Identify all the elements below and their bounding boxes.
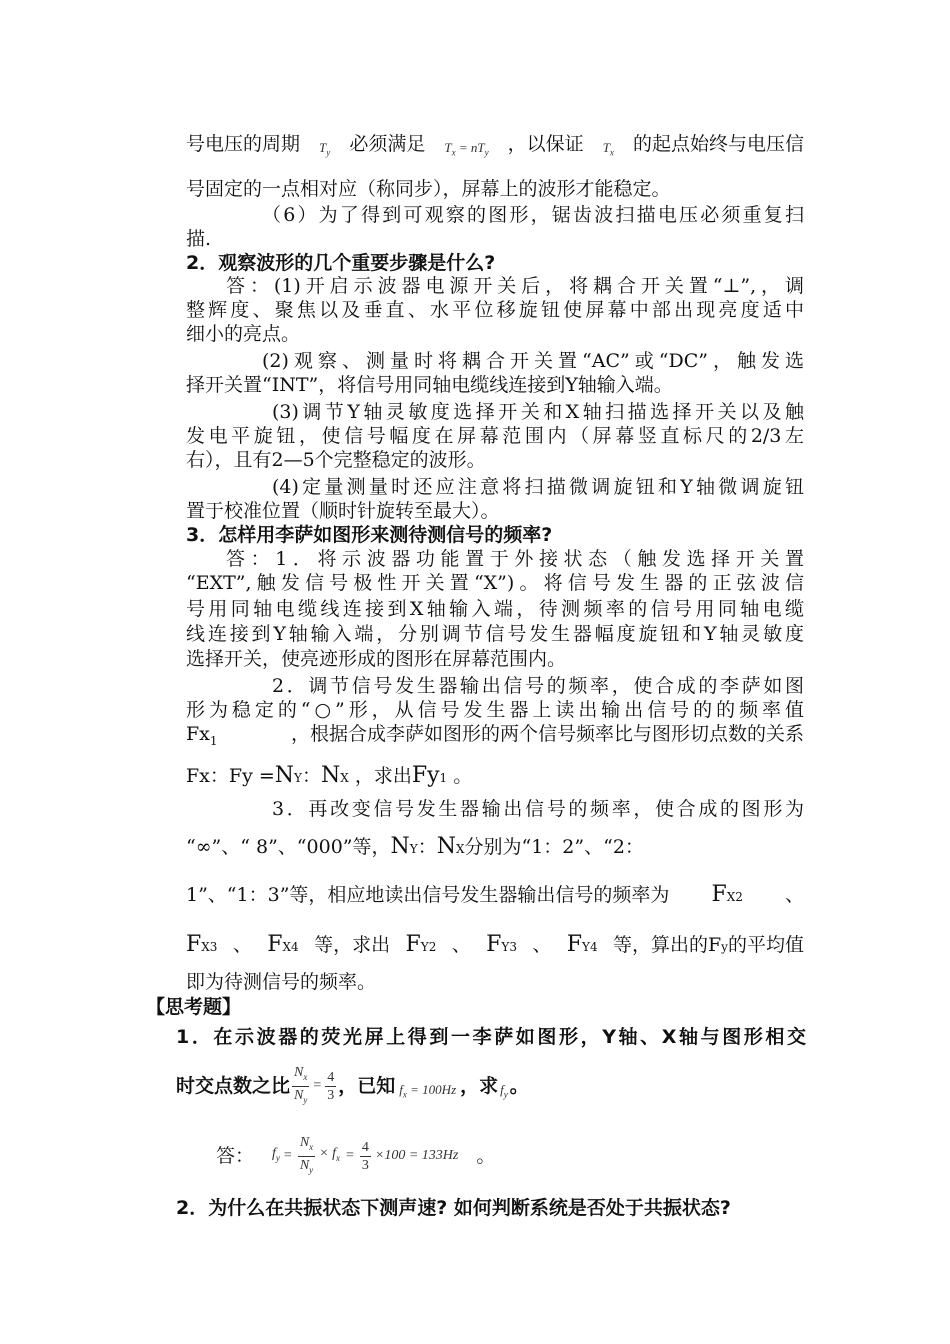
text-line: FX3 、 FX4 等，求出 FY2 、 FY3 、 FY4 等，算出的Fy的平均值: [186, 932, 804, 957]
text-line: 发电平旋钮，使信号幅度在屏幕范围内（屏幕竖直标尺的2/3左: [186, 425, 804, 447]
text-line: 线连接到Y轴输入端，分别调节信号发生器幅度旋钮和Y轴灵敏度: [186, 623, 804, 645]
think-section-heading: 【思考题】: [146, 996, 242, 1018]
text-line: 号用同轴电缆线连接到X轴输入端，待测频率的信号用同轴电缆: [186, 598, 804, 620]
answer-value-fraction: $\frac{4}{3}$: [361, 1139, 369, 1173]
text-line: 3．再改变信号发生器输出信号的频率，使合成的图形为: [272, 798, 804, 820]
text-run: 的起点始终与电压信: [632, 133, 804, 156]
text-line: 置于校准位置（顺时针旋转至最大）。: [186, 500, 500, 522]
text-line: 择开关置“INT”，将信号用同轴电缆线连接到Y轴输入端。: [186, 374, 673, 396]
fx1-label: $Fx_1$: [186, 723, 218, 748]
text-line: 时交点数之比 $\frac{N_x}{N_y}$ = $\frac{4}{3}$ ，已知 $f_x = 100Hz$ ，求 $f_y$ 。: [176, 1064, 529, 1108]
question-2-heading: 2．观察波形的几个重要步骤是什么?: [186, 252, 496, 274]
math-Tx: $T_x$: [602, 140, 614, 158]
ratio-value-fraction: $\frac{4}{3}$: [327, 1069, 335, 1103]
answer-line: 答： $f_y$ = $\frac{N_x}{N_y}$ × $f_x$ = $\frac{4}{3}$ ×100 = 133Hz 。: [216, 1134, 495, 1178]
text-line: 右），且有2—5个完整稳定的波形。: [186, 449, 486, 471]
text-line: Fx：Fy =NY：NX ，求出Fy1 。: [186, 763, 473, 788]
text-line: 描.: [186, 228, 212, 250]
think-question-2: 2．为什么在共振状态下测声速? 如何判断系统是否处于共振状态?: [176, 1197, 731, 1219]
text-line: 整辉度、聚焦以及垂直、水平位移旋钮使屏幕中部出现亮度适中: [186, 299, 804, 321]
text-line: 1”、“1：3”等，相应地读出信号发生器输出信号的频率为 FX2 、: [186, 882, 804, 907]
text-line: (3)调节Y轴灵敏度选择开关和X轴扫描选择开关以及触: [272, 401, 804, 423]
text-line: 即为待测信号的频率。: [186, 971, 377, 993]
text-line: 答：(1)开启示波器电源开关后，将耦合开关置“⊥”,，调: [226, 275, 804, 297]
text-line: [186, 722, 804, 753]
ratio-fraction: $\frac{N_x}{N_y}$: [294, 1064, 308, 1105]
text-run: 必须满足: [349, 133, 426, 156]
math-fy-ask: $f_y$: [500, 1081, 508, 1100]
text-line: “EXT”,触发信号极性开关置“X”)。将信号发生器的正弦波信: [186, 572, 804, 594]
question-3-heading: 3．怎样用李萨如图形来测待测信号的频率?: [186, 524, 553, 546]
text-line: 细小的亮点。: [186, 323, 301, 345]
think-question-1: 1．在示波器的荧光屏上得到一李萨如图形，Y轴、X轴与图形相交: [176, 1026, 806, 1048]
text-line: (4)定量测量时还应注意将扫描微调旋钮和Y轴微调旋钮: [272, 476, 804, 498]
text-line: 答：1．将示波器功能置于外接状态（触发选择开关置: [226, 548, 804, 570]
text-line: 号固定的一点相对应（称同步），屏幕上的波形才能稳定。: [186, 178, 671, 200]
text-line: (2)观察、测量时将耦合开关置“AC”或“DC”，触发选: [262, 350, 804, 372]
text-line: 形为稳定的“○”形，从信号发生器上读出输出信号的的频率值: [186, 699, 804, 721]
answer-fraction: $\frac{N_x}{N_y}$: [299, 1134, 314, 1175]
text-line: [186, 130, 804, 159]
text-line: 选择开关，使亮迹形成的图形在屏幕范围内。: [186, 648, 567, 670]
math-fx-known: $f_x = 100Hz$: [399, 1081, 457, 1100]
text-run: ，根据合成李萨如图形的两个信号频率比与图形切点数的关系: [290, 723, 804, 745]
text-line: “∞”、“ 8”、“000”等，NY：NX分别为“1：2”、“2：: [186, 834, 644, 859]
text-line: （6）为了得到可观察的图形，锯齿波扫描电压必须重复扫: [262, 204, 804, 226]
text-line: 2．调节信号发生器输出信号的频率，使合成的李萨如图: [272, 675, 804, 697]
math-Ty: $T_y$: [319, 140, 331, 158]
text-run: 号电压的周期: [186, 133, 301, 156]
math-equation: $T_x = nT_y$: [444, 140, 489, 158]
text-run: ，以保证: [507, 133, 584, 156]
